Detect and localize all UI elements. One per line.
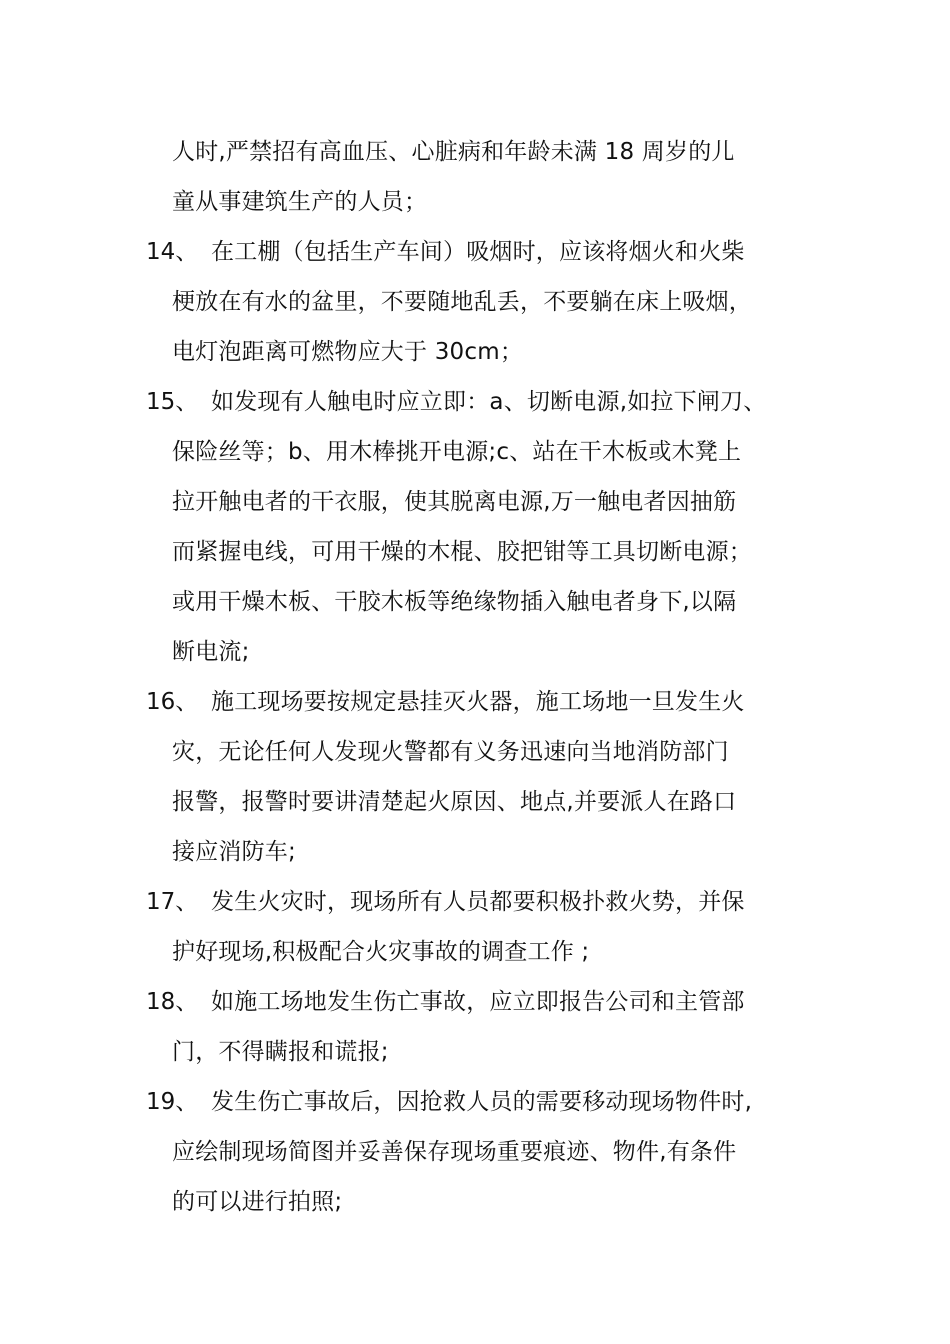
paragraph-line: 保险丝等；b、用木棒挑开电源;c、站在干木板或木凳上 — [172, 439, 742, 465]
paragraph-line: 接应消防车; — [172, 839, 296, 865]
item-first-line: 发生伤亡事故后，因抢救人员的需要移动现场物件时, — [211, 1089, 753, 1115]
item-first-line: 在工棚（包括生产车间）吸烟时，应该将烟火和火柴 — [211, 239, 745, 265]
item-number: 17、 — [146, 889, 199, 915]
paragraph-line: 或用干燥木板、干胶木板等绝缘物插入触电者身下,以隔 — [172, 589, 737, 615]
paragraph-line: 门，不得瞒报和谎报; — [172, 1039, 389, 1065]
paragraph-line: 童从事建筑生产的人员； — [172, 189, 428, 215]
paragraph-line: 报警，报警时要讲清楚起火原因、地点,并要派人在路口 — [172, 789, 737, 815]
item-number: 16、 — [146, 689, 199, 715]
paragraph-line: 的可以进行拍照; — [172, 1189, 343, 1215]
paragraph-line: 断电流; — [172, 639, 250, 665]
paragraph-line: 电灯泡距离可燃物应大于 30cm； — [172, 339, 524, 365]
paragraph-line: 护好现场,积极配合火灾事故的调查工作 ; — [172, 939, 590, 965]
item-number: 19、 — [146, 1089, 199, 1115]
paragraph-line: 拉开触电者的干衣服，使其脱离电源,万一触电者因抽筋 — [172, 489, 737, 515]
paragraph-line: 灾，无论任何人发现火警都有义务迅速向当地消防部门 — [172, 739, 729, 765]
item-first-line: 施工现场要按规定悬挂灭火器，施工场地一旦发生火 — [211, 689, 745, 715]
item-first-line: 发生火灾时，现场所有人员都要积极扑救火势，并保 — [211, 889, 745, 915]
item-first-line: 如施工场地发生伤亡事故，应立即报告公司和主管部 — [211, 989, 745, 1015]
paragraph-line: 梗放在有水的盆里，不要随地乱丢，不要躺在床上吸烟， — [172, 289, 752, 315]
item-first-line: 如发现有人触电时应立即：a、切断电源,如拉下闸刀、 — [211, 389, 767, 415]
item-number: 18、 — [146, 989, 199, 1015]
paragraph-line: 而紧握电线，可用干燥的木棍、胶把钳等工具切断电源； — [172, 539, 752, 565]
paragraph-line: 人时,严禁招有高血压、心脏病和年龄未满 18 周岁的儿 — [172, 139, 735, 165]
paragraph-line: 应绘制现场简图并妥善保存现场重要痕迹、物件,有条件 — [172, 1139, 737, 1165]
item-number: 15、 — [146, 389, 199, 415]
item-number: 14、 — [146, 239, 199, 265]
